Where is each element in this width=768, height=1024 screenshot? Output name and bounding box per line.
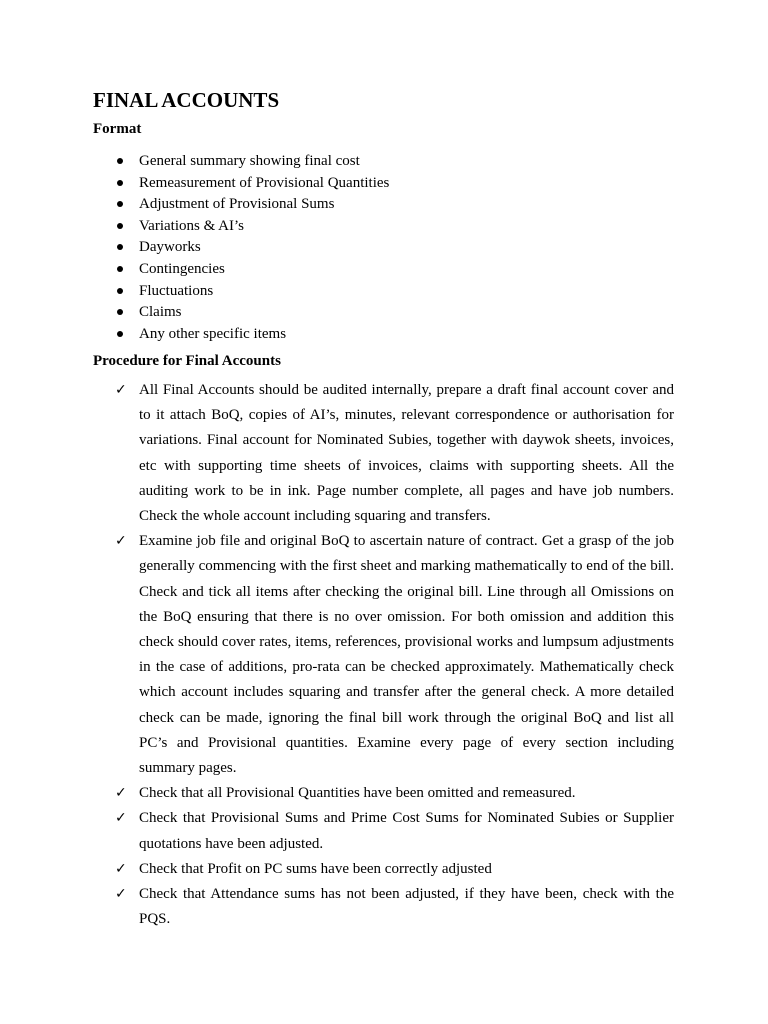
bullet-icon bbox=[117, 244, 123, 250]
bullet-icon bbox=[117, 180, 123, 186]
bullet-icon bbox=[117, 266, 123, 272]
list-item: Fluctuations bbox=[0, 281, 768, 303]
procedure-heading: Procedure for Final Accounts bbox=[93, 353, 281, 369]
list-item: Any other specific items bbox=[0, 324, 768, 346]
procedure-text: Examine job file and original BoQ to ascertain nature of contract. Get a grasp of the job generally commencing with the first sheet and marking mathematically to end of the bill. Check and tick all items after checking the original bill. Line through all Omissions on the BoQ ensuring that there is no over omission. For both omission and addition this check should cover rates, items, references, provisional works and lumpsum adjustments in the case of additions, pro-rata can be checked approximately. Mathematically check which account includes squaring and transfer after the general check. A more detailed check can be made, ignoring the final bill work through the original BoQ and list all PC’s and Provisional quantities. Examine every page of every section including summary pages. bbox=[139, 533, 674, 777]
bullet-icon bbox=[117, 331, 123, 337]
procedure-list bbox=[0, 378, 768, 932]
procedure-text: All Final Accounts should be audited internally, prepare a draft final account cover and to it attach BoQ, copies of AI’s, minutes, relevant correspondence or authorisation for variations. Final account for Nominated Subies, together with daywok sheets, invoices, etc with supporting time sheets of invoices, claims with supporting sheets. All the auditing work to be in ink. Page number complete, all pages and have job numbers. Check the whole account including squaring and transfers. bbox=[139, 382, 674, 525]
list-item: Dayworks bbox=[0, 237, 768, 259]
list-item bbox=[0, 806, 674, 856]
checkmark-icon: ✓ bbox=[115, 785, 127, 802]
list-item: Contingencies bbox=[0, 259, 768, 281]
bullet-icon bbox=[117, 223, 123, 229]
procedure-text: Check that all Provisional Quantities have been omitted and remeasured. bbox=[139, 785, 576, 802]
list-item: Adjustment of Provisional Sums bbox=[0, 194, 768, 216]
procedure-text: Check that Profit on PC sums have been correctly adjusted bbox=[139, 860, 492, 877]
list-item bbox=[0, 378, 674, 529]
checkmark-icon: ✓ bbox=[115, 860, 127, 877]
list-item bbox=[0, 781, 674, 806]
bullet-icon bbox=[117, 201, 123, 207]
page-title: FINAL ACCOUNTS bbox=[93, 88, 280, 112]
checkmark-icon: ✓ bbox=[115, 382, 127, 398]
list-item bbox=[0, 529, 674, 781]
list-item: Remeasurement of Provisional Quantities bbox=[0, 173, 768, 195]
format-list bbox=[0, 151, 768, 345]
list-item: Variations & AI’s bbox=[0, 216, 768, 238]
bullet-icon bbox=[117, 288, 123, 294]
list-item: General summary showing final cost bbox=[0, 151, 768, 173]
format-heading: Format bbox=[93, 121, 142, 137]
bullet-icon bbox=[117, 158, 123, 164]
list-item: Claims bbox=[0, 302, 768, 324]
checkmark-icon: ✓ bbox=[115, 810, 127, 827]
procedure-text: Check that Provisional Sums and Prime Cost Sums for Nominated Subies or Supplier quotations have been adjusted. bbox=[139, 810, 674, 852]
checkmark-icon: ✓ bbox=[115, 886, 127, 903]
bullet-icon bbox=[117, 309, 123, 315]
procedure-text: Check that Attendance sums has not been adjusted, if they have been, check with the PQS. bbox=[139, 886, 674, 928]
list-item bbox=[0, 857, 674, 882]
checkmark-icon: ✓ bbox=[115, 533, 127, 550]
list-item bbox=[0, 882, 674, 932]
